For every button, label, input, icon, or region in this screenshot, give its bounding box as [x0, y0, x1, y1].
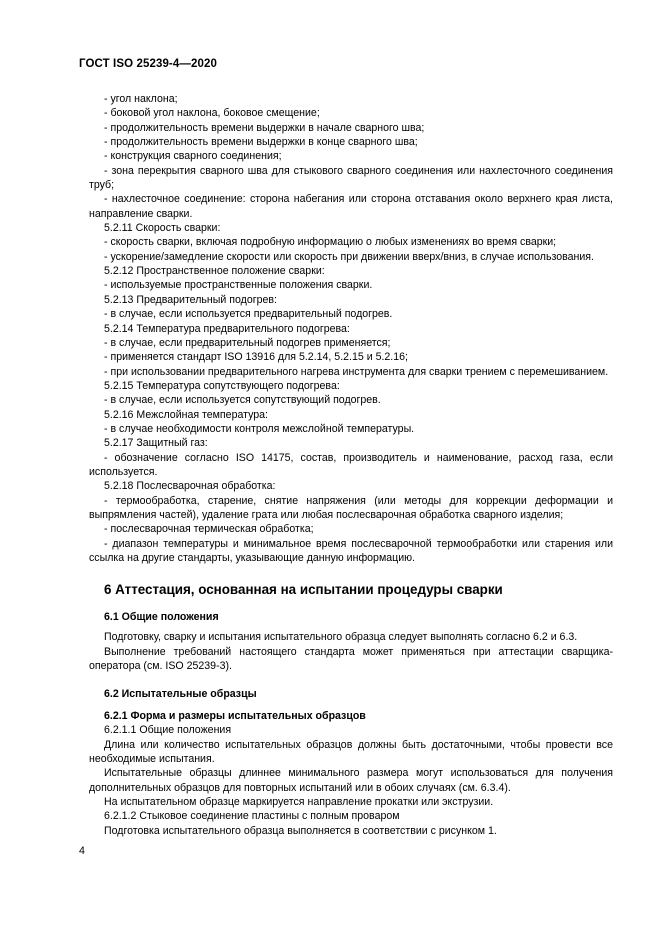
- list-item: 5.2.14 Температура предварительного подогрева:: [104, 322, 350, 335]
- list-item: - продолжительность времени выдержки в конце сварного шва;: [104, 136, 418, 149]
- list-item: 5.2.13 Предварительный подогрев:: [104, 293, 277, 306]
- list-item: - в случае, если используется сопутствующий подогрев.: [104, 394, 381, 407]
- list-item: - в случае необходимости контроля межслойной температуры.: [104, 422, 415, 435]
- list-item: - скорость сварки, включая подробную информацию о любых изменениях во время сварки;: [104, 236, 557, 249]
- section-6-2-heading: 6.2 Испытательные образцы: [104, 688, 257, 701]
- list-item: - нахлесточное соединение: сторона набегания или сторона отставания около верхнего края листа, направление сварки.: [89, 193, 613, 220]
- paragraph: Выполнение требований настоящего стандарта может применяться при аттестации сварщика-оператора (см. ISO 25239-3).: [89, 645, 613, 673]
- paragraph: Испытательные образцы длиннее минимального размера могут использоваться для получения дополнительных образцов для повторных испытаний или в обоих случаях (см. 6.3.4).: [89, 767, 613, 794]
- section-5-continuation: [89, 92, 613, 565]
- list-item: - угол наклона;: [104, 93, 178, 105]
- list-item: 5.2.12 Пространственное положение сварки:: [104, 265, 325, 278]
- list-item: 5.2.11 Скорость сварки:: [104, 222, 221, 235]
- page-number: 4: [79, 845, 85, 857]
- section-6-2-1-heading: 6.2.1 Форма и размеры испытательных образцов: [104, 710, 366, 723]
- paragraph: 6.2.1.2 Стыковое соединение пластины с полным проваром: [104, 810, 400, 823]
- paragraph: Длина или количество испытательных образцов должны быть достаточными, чтобы провести все необходимые испытания.: [89, 738, 613, 766]
- list-item: - при использовании предварительного нагрева инструмента для сварки трением с перемешиванием.: [104, 365, 609, 378]
- list-item: - термообработка, старение, снятие напряжения (или методы для коррекции деформации и выпрямления частей), удаление грата или любая послесварочная обработка сварного изделия;: [89, 494, 613, 521]
- list-item: - зона перекрытия сварного шва для стыкового сварного соединения или нахлесточного соединения труб;: [89, 164, 613, 192]
- list-item: - применяется стандарт ISO 13916 для 5.2.14, 5.2.15 и 5.2.16;: [104, 351, 408, 364]
- list-item: - послесварочная термическая обработка;: [104, 523, 314, 536]
- paragraph: Подготовку, сварку и испытания испытательного образца следует выполнять согласно 6.2 и 6.3.: [104, 631, 578, 644]
- section-6-heading: 6 Аттестация, основанная на испытании процедуры сварки: [104, 582, 503, 598]
- list-item: - конструкция сварного соединения;: [104, 150, 282, 163]
- paragraph: Подготовка испытательного образца выполняется в соответствии с рисунком 1.: [104, 824, 497, 837]
- paragraph: 6.2.1.1 Общие положения: [104, 724, 232, 737]
- document-header: ГОСТ ISO 25239-4—2020: [79, 58, 217, 70]
- paragraph: На испытательном образце маркируется направление прокатки или экструзии.: [104, 796, 494, 809]
- page-content: [89, 92, 613, 838]
- section-6-1-heading: 6.1 Общие положения: [104, 611, 219, 624]
- list-item: - диапазон температуры и минимальное время послесварочной термообработки или старения или ссылка на другие стандарты, указывающие данную информацию.: [89, 537, 613, 564]
- list-item: 5.2.15 Температура сопутствующего подогрева:: [104, 379, 340, 392]
- list-item: 5.2.16 Межслойная температура:: [104, 408, 268, 421]
- list-item: - ускорение/замедление скорости или скорость при движении вверх/вниз, в случае использования.: [104, 250, 594, 263]
- list-item: - в случае, если предварительный подогрев применяется;: [104, 336, 391, 349]
- list-item: - используемые пространственные положения сварки.: [104, 279, 373, 292]
- list-item: - продолжительность времени выдержки в начале сварного шва;: [104, 121, 425, 134]
- list-item: - в случае, если используется предварительный подогрев.: [104, 308, 393, 321]
- list-item: - боковой угол наклона, боковое смещение;: [104, 107, 320, 120]
- list-item: 5.2.17 Защитный газ:: [104, 437, 208, 450]
- list-item: 5.2.18 Послесварочная обработка:: [104, 480, 276, 493]
- list-item: - обозначение согласно ISO 14175, состав, производитель и наименование, расход газа, если используется.: [89, 451, 613, 478]
